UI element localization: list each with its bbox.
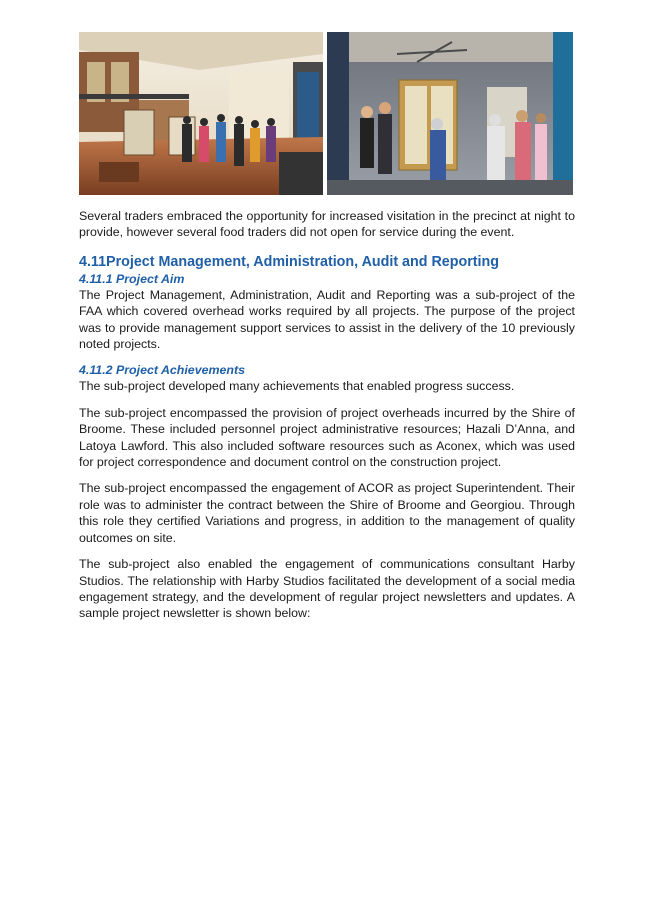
achievements-paragraph: The sub-project developed many achievements that enabled progress success. <box>79 379 515 394</box>
subsection-heading-achievements: 4.11.2 Project Achievements <box>79 363 245 378</box>
achievements-paragraph: The sub-project encompassed the provision of project overheads incurred by the Shire of Broome. These included personnel project administrative resources; Hazali D’Anna, and Latoya Lawford. This also included software resources such as Aconex, which was used for project correspondence and document control on the construction project. <box>79 405 575 470</box>
section-heading: 4.11Project Management, Administration, Audit and Reporting <box>79 253 499 270</box>
subsection-heading-aim: 4.11.1 Project Aim <box>79 271 185 286</box>
achievements-paragraph: The sub-project encompassed the engagement of ACOR as project Superintendent. Their role was to administer the contract between the Shire of Broome and Georgiou. Through this role they certified Variations and progress, in addition to the management of quality outcomes on site. <box>79 481 575 545</box>
intro-paragraph: Several traders embraced the opportunity for increased visitation in the precinct at night to provide, however several food traders did not open for service during the event. <box>79 209 575 240</box>
achievements-paragraph: The sub-project also enabled the engagement of communications consultant Harby Studios. The relationship with Harby Studios facilitated the development of a social media engagement strategy, and the development of regular project newsletters and updates. A sample project newsletter is shown below: <box>79 557 575 621</box>
document-body <box>79 208 575 622</box>
photo-strip <box>79 32 573 195</box>
gallery-interior-photo <box>79 32 323 195</box>
gallery-display-photo <box>327 32 573 195</box>
aim-paragraph: The Project Management, Administration, Audit and Reporting was a sub-project of the FAA which covered overhead works required by all projects. The purpose of the project was to provide management support services to assist in the delivery of the 10 previously noted projects. <box>79 287 575 352</box>
